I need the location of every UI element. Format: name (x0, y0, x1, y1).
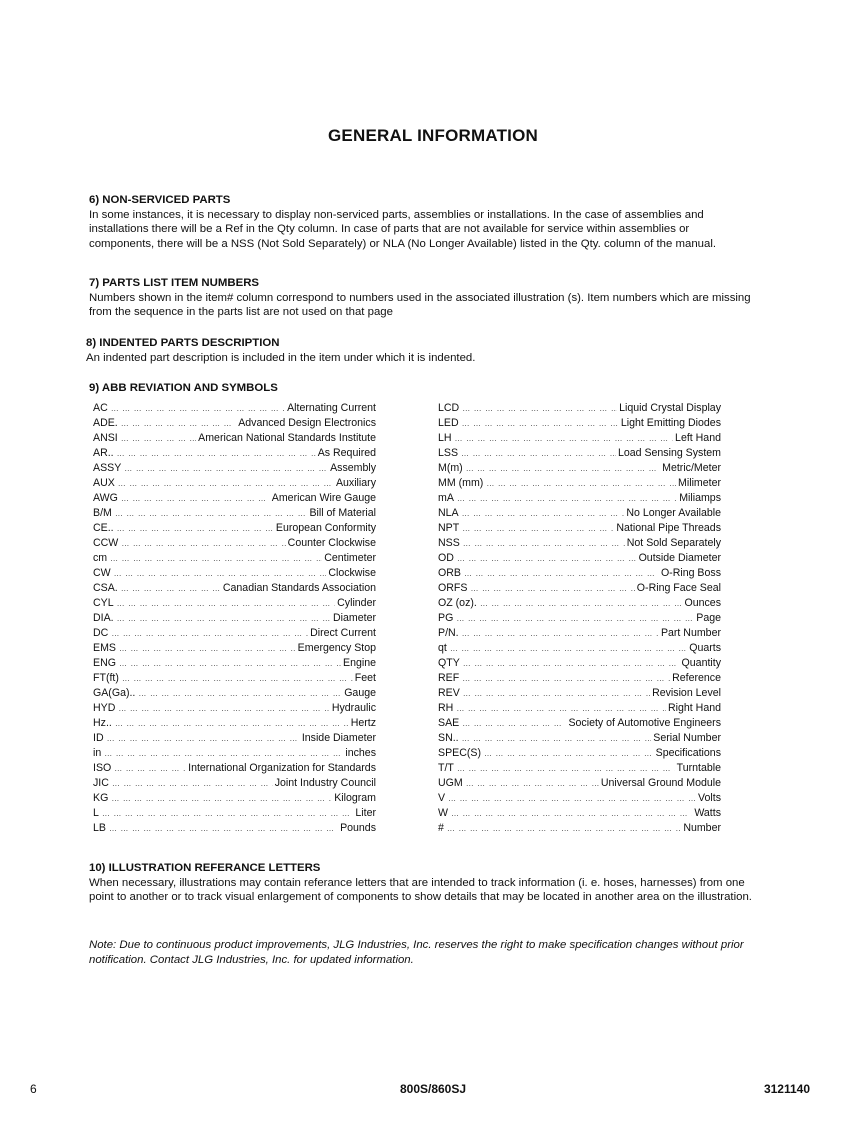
section-body: In some instances, it is necessary to display non-serviced parts, assemblies or installations. In the case of assemblies and installations there will be a Ref in the Qty column. In case of parts that are not available for service within assemblies or components, there will be a NSS (Not Sold Separately) or NLA (No Longer Available) listed in the Qty. column of the manual. (89, 208, 717, 250)
abbreviation-term: L (93, 807, 99, 819)
abbreviation-meaning: Feet (354, 672, 376, 684)
abbreviation-row (93, 581, 376, 596)
abbreviation-row (93, 536, 376, 551)
abbreviation-row (93, 626, 376, 641)
abbreviation-row (93, 746, 376, 761)
abbreviation-term: JIC (93, 777, 109, 789)
abbreviation-row (93, 701, 376, 716)
abbreviation-term: GA(Ga).. (93, 687, 136, 699)
abbreviation-term: ENG (93, 657, 116, 669)
dot-leader (121, 581, 221, 596)
abbreviation-row (93, 551, 376, 566)
section-heading: 10) ILLUSTRATION REFERANCE LETTERS (89, 862, 321, 874)
abbreviation-term: KG (93, 792, 109, 804)
abbreviation-term: ADE. (93, 417, 118, 429)
dot-leader (448, 791, 696, 806)
dot-leader (119, 656, 341, 671)
abbreviation-meaning: Specifications (655, 747, 721, 759)
abbreviation-meaning: Revision Level (652, 687, 721, 699)
abbreviation-row (93, 521, 376, 536)
abbreviation-row (93, 401, 376, 416)
dot-leader (456, 701, 666, 716)
dot-leader (457, 761, 675, 776)
dot-leader (119, 641, 296, 656)
dot-leader (121, 431, 196, 446)
abbreviation-row (438, 701, 721, 716)
dot-leader (104, 746, 343, 761)
dot-leader (117, 596, 336, 611)
abbreviation-meaning: Load Sensing System (617, 447, 721, 459)
abbreviation-row (93, 671, 376, 686)
abbreviation-term: cm (93, 552, 108, 564)
abbreviation-meaning: Clockwise (328, 567, 376, 579)
abbreviation-meaning: Reference (672, 672, 721, 684)
abbreviation-meaning: American National Standards Institute (198, 432, 376, 444)
abbreviation-meaning: Light Emitting Diodes (620, 417, 721, 429)
abbreviation-term: REV (438, 687, 460, 699)
dot-leader (109, 821, 338, 836)
abbreviation-term: CSA. (93, 582, 118, 594)
abbreviation-row (93, 446, 376, 461)
abbreviation-term: mA (438, 492, 454, 504)
abbreviation-meaning: Cylinder (337, 597, 376, 609)
abbreviation-term: ANSI (93, 432, 118, 444)
footer-document-number: 3121140 (763, 1082, 810, 1096)
abbreviation-row (93, 761, 376, 776)
dot-leader (115, 716, 349, 731)
dot-leader (111, 626, 308, 641)
abbreviation-row (438, 581, 721, 596)
abbreviation-row (438, 446, 721, 461)
abbreviation-list-left (93, 401, 376, 836)
dot-leader (462, 416, 619, 431)
abbreviation-row (93, 791, 376, 806)
abbreviation-meaning: Turntable (676, 762, 721, 774)
abbreviation-term: NPT (438, 522, 460, 534)
abbreviation-meaning: Watts (694, 807, 721, 819)
abbreviation-meaning: Centimeter (324, 552, 376, 564)
abbreviation-term: FT(ft) (93, 672, 119, 684)
dot-leader (480, 596, 683, 611)
abbreviation-row (93, 416, 376, 431)
abbreviation-meaning: Engine (343, 657, 376, 669)
dot-leader (121, 416, 236, 431)
abbreviation-term: SPEC(S) (438, 747, 481, 759)
abbreviation-meaning: Miliamps (679, 492, 721, 504)
abbreviation-term: RH (438, 702, 454, 714)
abbreviation-row (438, 521, 721, 536)
abbreviation-term: # (438, 822, 444, 834)
abbreviation-term: LCD (438, 402, 460, 414)
abbreviation-row (93, 596, 376, 611)
dot-leader (124, 461, 328, 476)
dot-leader (114, 761, 186, 776)
dot-leader (462, 506, 625, 521)
dot-leader (114, 566, 327, 581)
abbreviation-row (438, 566, 721, 581)
dot-leader (121, 491, 270, 506)
abbreviation-row (93, 461, 376, 476)
abbreviation-term: REF (438, 672, 460, 684)
abbreviation-term: PG (438, 612, 454, 624)
abbreviation-term: in (93, 747, 102, 759)
abbreviation-row (438, 746, 721, 761)
dot-leader (461, 446, 616, 461)
abbreviation-row (93, 686, 376, 701)
dot-leader (112, 776, 273, 791)
abbreviation-meaning: Not Sold Separately (626, 537, 721, 549)
section-body: Numbers shown in the item# column correspond to numbers used in the associated illustration (s). Item numbers which are missing from the sequence in the parts list are not used on that page (89, 291, 751, 319)
abbreviation-term: P/N. (438, 627, 459, 639)
abbreviation-meaning: Quantity (681, 657, 721, 669)
abbreviation-term: SAE (438, 717, 460, 729)
dot-leader (118, 701, 329, 716)
abbreviation-meaning: Advanced Design Electronics (238, 417, 376, 429)
abbreviation-term: SN.. (438, 732, 459, 744)
abbreviation-meaning: Outside Diameter (638, 552, 721, 564)
dot-leader (466, 776, 599, 791)
abbreviation-meaning: American Wire Gauge (271, 492, 376, 504)
section-body: An indented part description is included in the item under which it is indented. (86, 351, 476, 364)
dot-leader (462, 626, 659, 641)
abbreviation-meaning: Auxiliary (335, 477, 376, 489)
abbreviation-row (438, 641, 721, 656)
abbreviation-meaning: Assembly (330, 462, 376, 474)
abbreviation-meaning: Emergency Stop (297, 642, 376, 654)
abbreviation-meaning: inches (345, 747, 376, 759)
dot-leader (102, 806, 353, 821)
dot-leader (464, 566, 659, 581)
dot-leader (451, 806, 692, 821)
abbreviation-row (93, 566, 376, 581)
abbreviation-term: B/M (93, 507, 112, 519)
abbreviation-row (438, 461, 721, 476)
abbreviation-meaning: Hydraulic (331, 702, 376, 714)
abbreviation-meaning: Quarts (689, 642, 721, 654)
section-abbreviations (89, 381, 754, 396)
abbreviation-term: OZ (oz). (438, 597, 477, 609)
abbreviation-term: CYL (93, 597, 114, 609)
abbreviation-term: DC (93, 627, 109, 639)
section-heading: 9) ABB REVIATION AND SYMBOLS (89, 382, 278, 394)
abbreviation-meaning: Universal Ground Module (600, 777, 721, 789)
dot-leader (470, 581, 634, 596)
abbreviation-meaning: Number (683, 822, 721, 834)
abbreviation-row (438, 761, 721, 776)
abbreviation-row (438, 776, 721, 791)
abbreviation-row (93, 611, 376, 626)
abbreviation-meaning: Joint Industry Council (274, 777, 376, 789)
abbreviation-row (438, 536, 721, 551)
dot-leader (463, 686, 650, 701)
dot-leader (107, 731, 300, 746)
abbreviation-meaning: As Required (317, 447, 376, 459)
abbreviation-term: ID (93, 732, 104, 744)
abbreviation-row (93, 656, 376, 671)
dot-leader (115, 506, 308, 521)
abbreviation-meaning: Hertz (350, 717, 376, 729)
dot-leader (117, 446, 316, 461)
section-body: When necessary, illustrations may contain referance letters that are intended to track information (i. e. hoses, harnesses) from one point to another or to track visual enlargement of components to show details that may be located in another area on the illustration. (89, 876, 752, 904)
abbreviation-row (438, 401, 721, 416)
abbreviation-row (438, 476, 721, 491)
abbreviation-row (93, 821, 376, 836)
page-title: GENERAL INFORMATION (328, 126, 538, 145)
abbreviation-meaning: O-Ring Face Seal (636, 582, 721, 594)
section-heading: 8) INDENTED PARTS DESCRIPTION (86, 337, 280, 349)
abbreviation-meaning: Alternating Current (287, 402, 376, 414)
abbreviation-term: LB (93, 822, 106, 834)
abbreviation-row (438, 431, 721, 446)
abbreviation-meaning: Page (696, 612, 721, 624)
abbreviation-meaning: Pounds (340, 822, 376, 834)
abbreviation-row (438, 551, 721, 566)
section-parts-list-item-numbers (89, 276, 754, 320)
dot-leader (450, 641, 687, 656)
abbreviation-row (93, 776, 376, 791)
abbreviation-term: ASSY (93, 462, 122, 474)
abbreviation-term: NSS (438, 537, 460, 549)
abbreviation-row (438, 716, 721, 731)
abbreviation-term: ISO (93, 762, 112, 774)
abbreviation-meaning: Serial Number (653, 732, 721, 744)
abbreviation-term: qt (438, 642, 447, 654)
abbreviation-row (438, 626, 721, 641)
dot-leader (462, 731, 652, 746)
abbreviation-term: T/T (438, 762, 454, 774)
abbreviation-meaning: Part Number (660, 627, 721, 639)
abbreviation-meaning: Gauge (344, 687, 376, 699)
abbreviation-term: LH (438, 432, 452, 444)
abbreviation-row (438, 791, 721, 806)
abbreviation-term: AR.. (93, 447, 114, 459)
abbreviation-term: V (438, 792, 446, 804)
abbreviation-meaning: Right Hand (668, 702, 721, 714)
dot-leader (463, 536, 625, 551)
abbreviation-meaning: Society of Automotive Engineers (568, 717, 721, 729)
abbreviation-term: CCW (93, 537, 119, 549)
abbreviation-meaning: Counter Clockwise (287, 537, 376, 549)
dot-leader (486, 476, 676, 491)
dot-leader (118, 476, 334, 491)
dot-leader (457, 491, 677, 506)
dot-leader (462, 716, 566, 731)
abbreviation-term: CW (93, 567, 111, 579)
abbreviation-meaning: Diameter (333, 612, 376, 624)
abbreviation-term: DIA. (93, 612, 114, 624)
abbreviation-row (93, 731, 376, 746)
abbreviation-meaning: Canadian Standards Association (222, 582, 376, 594)
abbreviation-row (93, 806, 376, 821)
dot-leader (111, 401, 285, 416)
abbreviation-meaning: Liter (355, 807, 376, 819)
section-heading: 6) NON-SERVICED PARTS (89, 194, 231, 206)
dot-leader (110, 551, 322, 566)
dot-leader (122, 671, 353, 686)
abbreviation-list-right (438, 401, 721, 836)
abbreviation-meaning: European Conformity (275, 522, 376, 534)
abbreviation-term: LSS (438, 447, 459, 459)
abbreviation-meaning: Metric/Meter (662, 462, 721, 474)
dot-leader (117, 521, 274, 536)
abbreviation-row (93, 716, 376, 731)
abbreviation-meaning: Volts (698, 792, 721, 804)
abbreviation-meaning: Ounces (684, 597, 721, 609)
dot-leader (462, 671, 670, 686)
abbreviation-term: M(m) (438, 462, 463, 474)
abbreviation-term: Hz.. (93, 717, 112, 729)
dot-leader (456, 611, 694, 626)
abbreviation-meaning: Milimeter (678, 477, 721, 489)
abbreviation-meaning: No Longer Available (626, 507, 721, 519)
abbreviation-meaning: Inside Diameter (301, 732, 376, 744)
dot-leader (457, 551, 637, 566)
abbreviation-term: CE.. (93, 522, 114, 534)
abbreviation-row (93, 476, 376, 491)
abbreviation-row (438, 491, 721, 506)
abbreviation-row (438, 686, 721, 701)
section-indented-parts-description (86, 336, 751, 365)
abbreviation-row (438, 506, 721, 521)
dot-leader (138, 686, 342, 701)
abbreviation-term: W (438, 807, 448, 819)
dot-leader (484, 746, 654, 761)
abbreviation-term: HYD (93, 702, 116, 714)
abbreviation-meaning: Left Hand (675, 432, 721, 444)
dot-leader (466, 461, 660, 476)
abbreviation-row (438, 596, 721, 611)
footer-model: 800S/860SJ (399, 1082, 467, 1096)
abbreviation-term: MM (mm) (438, 477, 484, 489)
abbreviation-term: QTY (438, 657, 460, 669)
abbreviation-term: ORFS (438, 582, 468, 594)
section-illustration-reference-letters (89, 861, 754, 905)
section-non-serviced-parts (89, 193, 754, 251)
abbreviation-meaning: Kilogram (334, 792, 376, 804)
abbreviation-term: EMS (93, 642, 116, 654)
abbreviation-meaning: O-Ring Boss (660, 567, 721, 579)
abbreviation-row (438, 731, 721, 746)
abbreviation-term: LED (438, 417, 459, 429)
abbreviation-row (93, 431, 376, 446)
abbreviation-term: ORB (438, 567, 461, 579)
dot-leader (455, 431, 674, 446)
abbreviation-meaning: Bill of Material (309, 507, 376, 519)
abbreviation-row (438, 416, 721, 431)
abbreviation-term: AUX (93, 477, 115, 489)
section-heading: 7) PARTS LIST ITEM NUMBERS (89, 277, 260, 289)
note-text: Note: Due to continuous product improvements, JLG Industries, Inc. reserves the right to make specification changes without prior notification. Contact JLG Industries, Inc. for updated information. (89, 939, 744, 966)
abbreviation-meaning: International Organization for Standards (188, 762, 376, 774)
abbreviation-row (438, 821, 721, 836)
abbreviation-term: AC (93, 402, 108, 414)
dot-leader (111, 791, 332, 806)
dot-leader (462, 401, 617, 416)
abbreviation-row (438, 611, 721, 626)
dot-leader (463, 656, 680, 671)
abbreviation-row (438, 806, 721, 821)
dot-leader (121, 536, 285, 551)
abbreviation-term: OD (438, 552, 454, 564)
abbreviation-meaning: Liquid Crystal Display (619, 402, 721, 414)
abbreviation-row (93, 506, 376, 521)
dot-leader (117, 611, 331, 626)
dot-leader (462, 521, 614, 536)
abbreviation-row (438, 656, 721, 671)
abbreviation-row (93, 491, 376, 506)
abbreviation-row (438, 671, 721, 686)
abbreviation-term: AWG (93, 492, 118, 504)
abbreviation-term: NLA (438, 507, 459, 519)
abbreviation-meaning: National Pipe Threads (616, 522, 721, 534)
abbreviation-row (93, 641, 376, 656)
footer-page-number: 6 (30, 1082, 37, 1096)
abbreviation-term: UGM (438, 777, 463, 789)
dot-leader (447, 821, 681, 836)
abbreviation-meaning: Direct Current (310, 627, 376, 639)
